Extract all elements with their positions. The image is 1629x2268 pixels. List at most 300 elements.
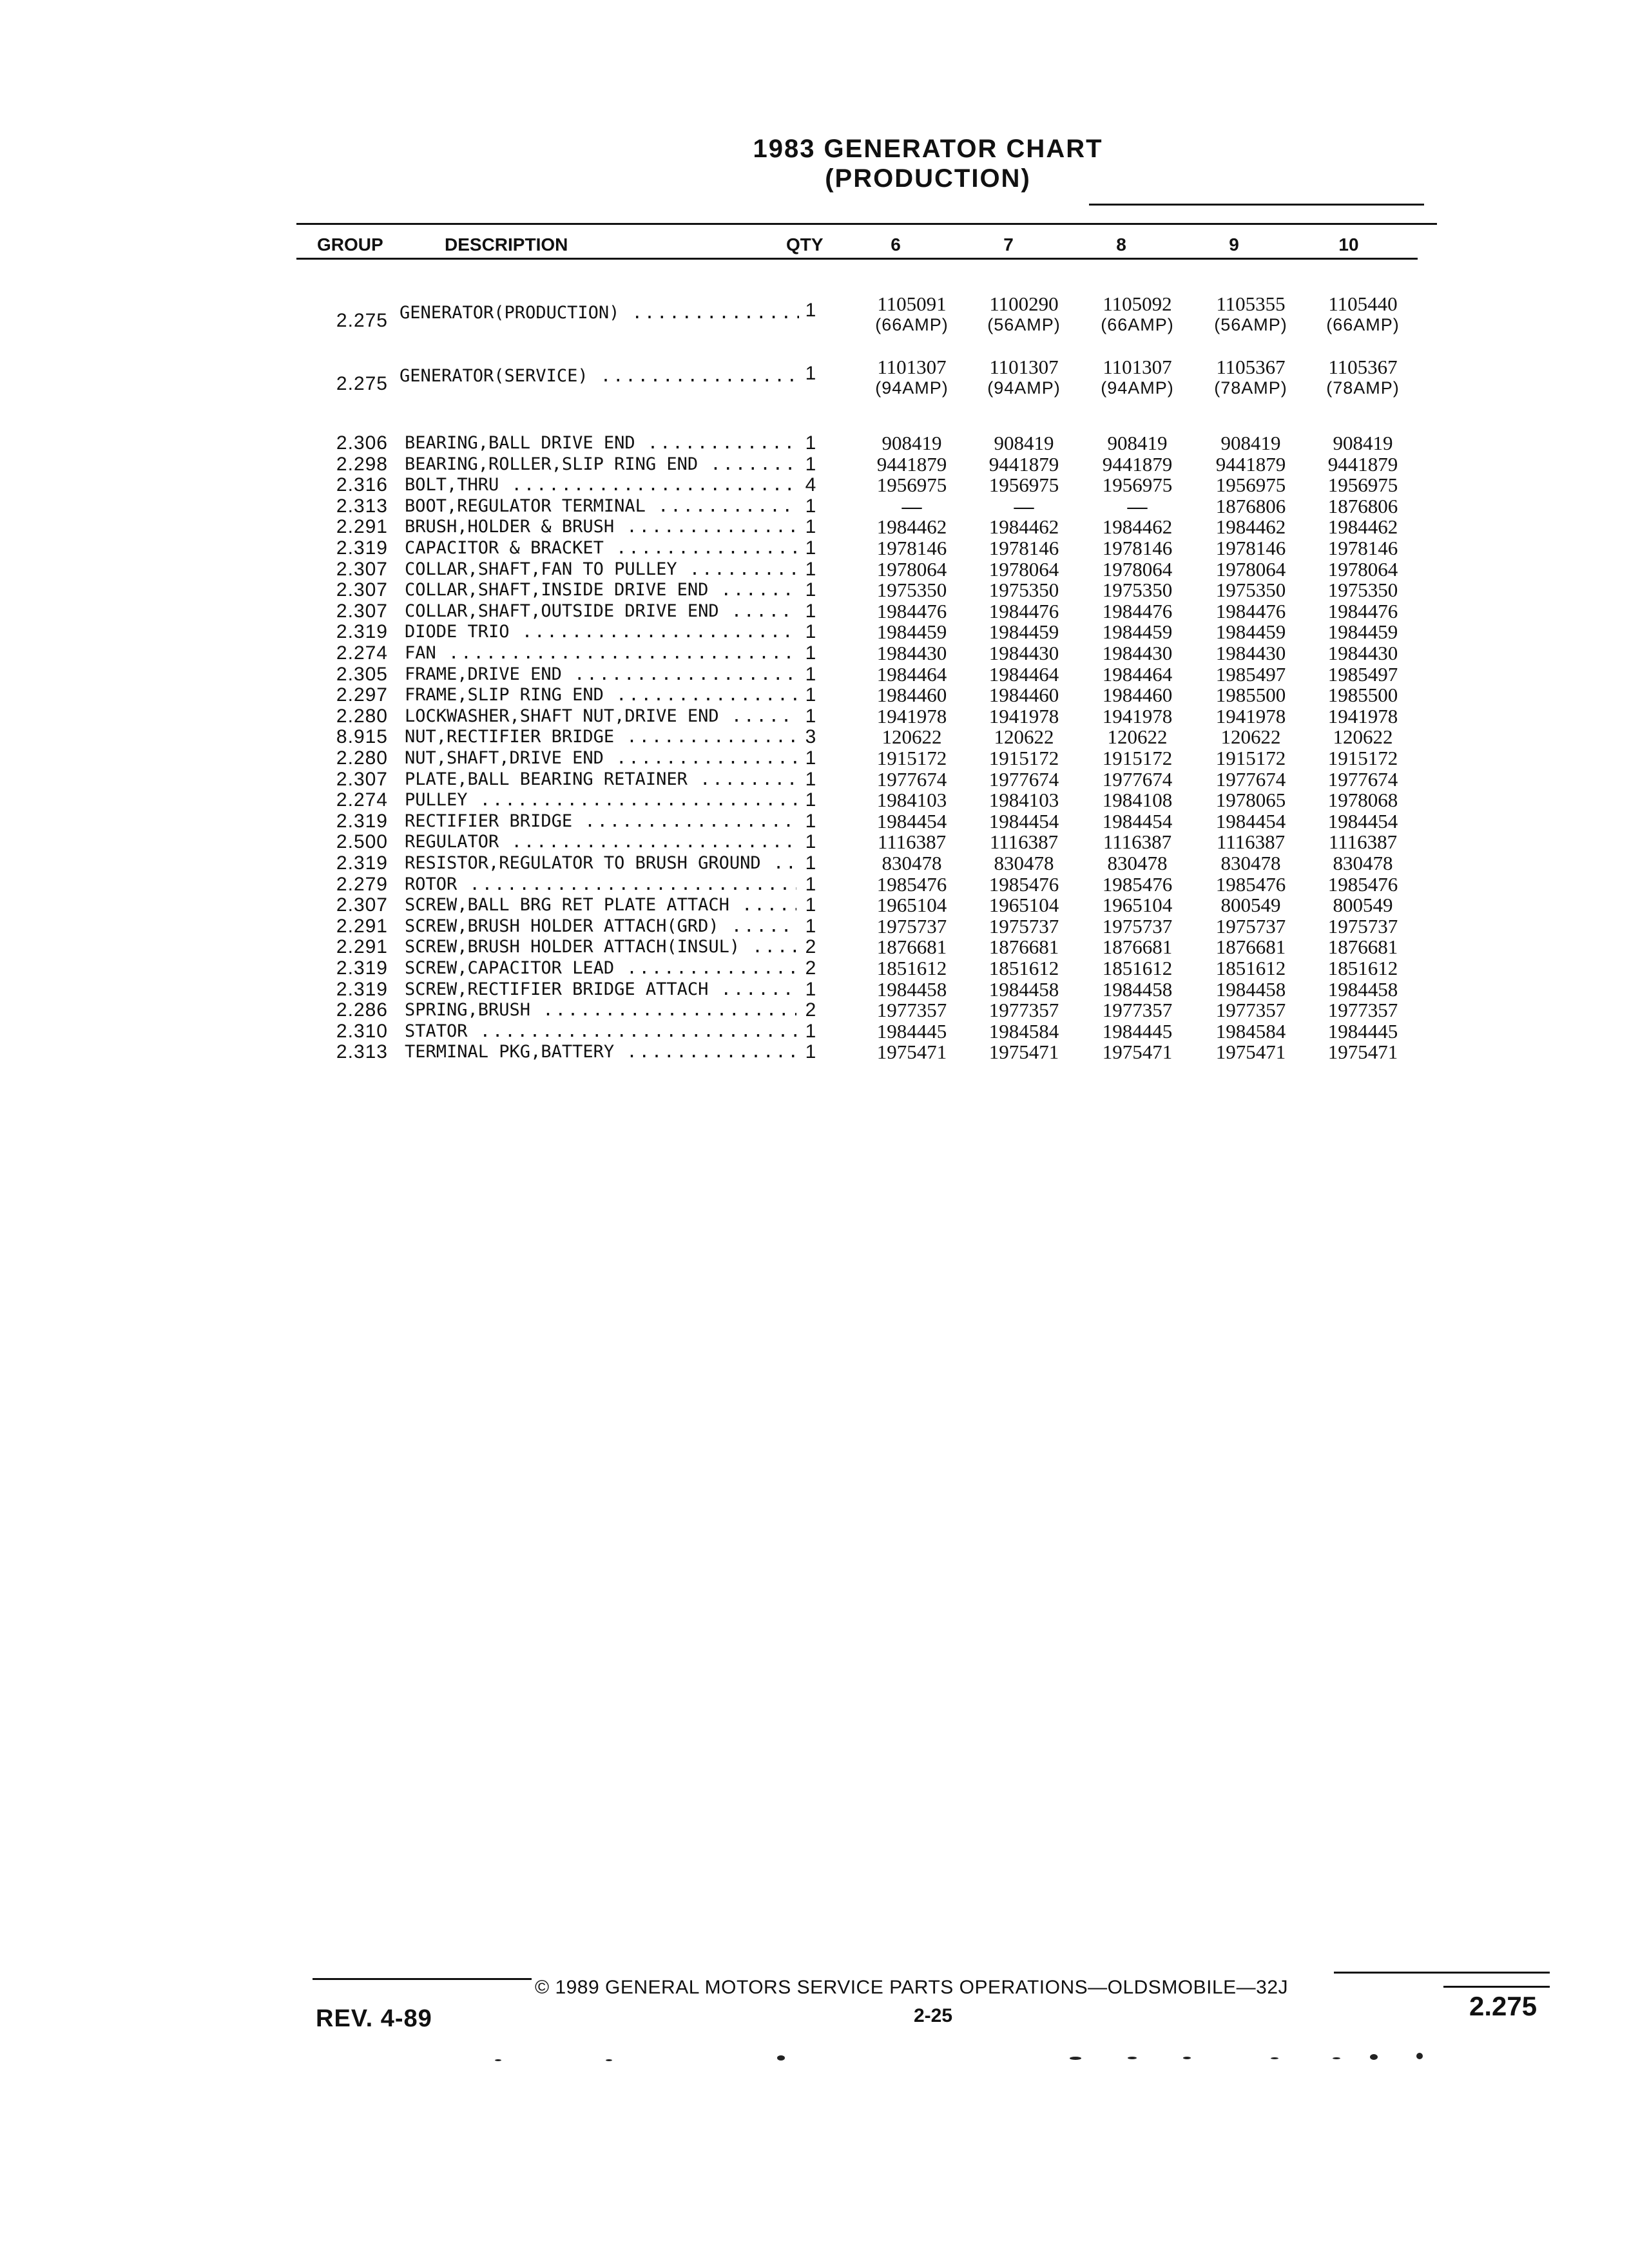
table-row: [0, 979, 1629, 1000]
part-number-c6: 1101307: [877, 356, 947, 378]
part-number-c7: 1977674: [988, 767, 1059, 791]
part-number-c9: 1876806: [1215, 494, 1286, 517]
part-number-c6: 120622: [882, 726, 942, 749]
quantity: 1: [805, 621, 816, 643]
part-number-c8: 1978064: [1102, 557, 1173, 581]
generator-row: [0, 356, 1629, 398]
part-number-c8: 1984454: [1102, 809, 1173, 832]
part-description: SCREW,BRUSH HOLDER ATTACH(GRD) .....: [405, 916, 796, 937]
table-row: [0, 622, 1629, 642]
group-number: 2.307: [336, 768, 388, 790]
part-number-c6: —: [901, 494, 922, 517]
part-number-c9: 1975471: [1215, 1041, 1286, 1064]
part-number-c6: 1975737: [876, 914, 947, 937]
group-number: 2.319: [336, 621, 388, 643]
part-number-c8: 1977674: [1102, 767, 1173, 791]
quantity: 1: [805, 558, 816, 580]
part-number-c9: 1978065: [1215, 789, 1286, 812]
part-number-c10: 830478: [1333, 852, 1393, 874]
amp-rating-c7: (94AMP): [987, 378, 1061, 398]
part-number-c7: 1941978: [988, 704, 1059, 727]
part-number-c6: 1977674: [876, 767, 947, 791]
part-number-c9: 830478: [1220, 852, 1281, 874]
table-row: [0, 832, 1629, 852]
part-number-c8: 1984462: [1102, 515, 1173, 539]
part-description: STATOR .....: [405, 1021, 796, 1042]
table-row: [0, 1021, 1629, 1042]
group-number: 2.319: [336, 537, 388, 559]
part-number-c7: 1956975: [988, 474, 1059, 497]
part-description: COLLAR,SHAFT,INSIDE DRIVE END .....: [405, 580, 796, 601]
group-number: 2.279: [336, 873, 388, 895]
part-number-c9: 1985500: [1215, 684, 1286, 707]
part-number-c8: 1984445: [1102, 1019, 1173, 1043]
group-number: 2.307: [336, 579, 388, 601]
part-description: RECTIFIER BRIDGE .....: [405, 811, 796, 832]
part-description: SCREW,BALL BRG RET PLATE ATTACH .....: [405, 895, 796, 916]
part-number-c9: 1984462: [1215, 515, 1286, 539]
footer-rule-left: [313, 1978, 532, 1980]
part-number-c6: 1984430: [876, 642, 947, 664]
table-row: [0, 601, 1629, 622]
table-row: [0, 643, 1629, 664]
part-number-c6: 1975471: [876, 1041, 947, 1064]
group-number: 2.313: [336, 1041, 388, 1063]
part-number-c8: —: [1127, 494, 1148, 517]
part-number-c10: 1978064: [1327, 557, 1398, 581]
part-number-c8: 1956975: [1102, 474, 1173, 497]
part-number-c8: 1978146: [1102, 537, 1173, 559]
part-number-c7: 1965104: [988, 894, 1059, 917]
part-number-c7: 1977357: [988, 999, 1059, 1022]
table-row: [0, 433, 1629, 454]
part-number-c10: 1984430: [1327, 642, 1398, 664]
quantity: 1: [805, 831, 816, 853]
quantity: 3: [805, 726, 816, 748]
part-number-c10: 1984458: [1327, 977, 1398, 1001]
part-description: CAPACITOR & BRACKET .....: [405, 538, 796, 559]
part-number-c7: 1915172: [988, 747, 1059, 769]
header-col-10: 10: [1338, 235, 1359, 255]
part-number-c6: 1984458: [876, 977, 947, 1001]
table-row: [0, 1000, 1629, 1021]
amp-rating-c10: (66AMP): [1326, 315, 1400, 334]
part-number-c8: 1984476: [1102, 599, 1173, 622]
part-number-c10: 1876806: [1327, 494, 1398, 517]
part-description: BOLT,THRU .....: [405, 475, 796, 495]
part-number-c8: 1985476: [1102, 872, 1173, 896]
group-number: 2.306: [336, 432, 388, 454]
part-number-c9: 1984458: [1215, 977, 1286, 1001]
table-row: [0, 454, 1629, 475]
group-number: 2.319: [336, 810, 388, 832]
group-number: 2.316: [336, 474, 388, 496]
header-col-9: 9: [1229, 235, 1239, 255]
group-number: 2.275: [336, 373, 388, 394]
quantity: 1: [805, 537, 816, 559]
group-number: 2.275: [336, 310, 388, 331]
part-number-c8: 1975350: [1102, 579, 1173, 602]
part-number-c8: 1975471: [1102, 1041, 1173, 1064]
part-number-c10: 1105367: [1328, 356, 1398, 378]
part-number-c6: 1965104: [876, 894, 947, 917]
quantity: 2: [805, 999, 816, 1021]
part-number-c9: 1116387: [1216, 831, 1286, 854]
table-row: [0, 580, 1629, 601]
table-row: [0, 748, 1629, 769]
part-number-c7: 1984584: [988, 1019, 1059, 1043]
part-number-c7: 1116387: [989, 831, 1059, 854]
part-description: BEARING,BALL DRIVE END .....: [405, 433, 796, 454]
part-description: FRAME,DRIVE END .....: [405, 664, 796, 685]
part-number-c9: 1876681: [1215, 936, 1286, 959]
part-number-c10: 1984462: [1327, 515, 1398, 539]
quantity: 1: [805, 579, 816, 601]
copyright-text: © 1989 GENERAL MOTORS SERVICE PARTS OPERATIONS—OLDSMOBILE—32J: [535, 1977, 1289, 1998]
table-row: [0, 811, 1629, 832]
part-number-c6: 1851612: [876, 957, 947, 979]
amp-rating-c9: (56AMP): [1214, 315, 1287, 334]
quantity: 1: [805, 432, 816, 454]
group-number: 8.915: [336, 726, 388, 748]
table-row: [0, 895, 1629, 916]
group-number: 2.305: [336, 663, 388, 685]
part-description: BOOT,REGULATOR TERMINAL .....: [405, 496, 796, 517]
quantity: 2: [805, 957, 816, 979]
part-number-c10: 1975737: [1327, 914, 1398, 937]
part-number-c10: 1978068: [1327, 789, 1398, 812]
quantity: 4: [805, 474, 816, 496]
part-number-c6: 1116387: [877, 831, 947, 854]
part-number-c9: 1975737: [1215, 914, 1286, 937]
part-number-c8: 9441879: [1102, 452, 1173, 476]
part-number-c7: 1984460: [988, 684, 1059, 707]
part-description: PLATE,BALL BEARING RETAINER .....: [405, 769, 796, 790]
quantity: 1: [805, 978, 816, 1000]
part-description: LOCKWASHER,SHAFT NUT,DRIVE END .....: [405, 706, 796, 727]
part-number-c7: 1984458: [988, 977, 1059, 1001]
part-number-c10: 1984454: [1327, 809, 1398, 832]
header-col-6: 6: [891, 235, 901, 255]
part-number-c9: 1984584: [1215, 1019, 1286, 1043]
part-number-c7: 1984454: [988, 809, 1059, 832]
part-description: NUT,RECTIFIER BRIDGE .....: [405, 727, 796, 747]
part-number-c9: 1941978: [1215, 704, 1286, 727]
table-row: [0, 853, 1629, 874]
part-description: FRAME,SLIP RING END .....: [405, 685, 796, 706]
group-number: 2.274: [336, 642, 388, 664]
part-number-c10: 1985476: [1327, 872, 1398, 896]
quantity: 1: [805, 300, 816, 321]
part-description: RESISTOR,REGULATOR TO BRUSH GROUND .....: [405, 853, 796, 874]
part-number-c10: 1977357: [1327, 999, 1398, 1022]
part-number-c6: 1984454: [876, 809, 947, 832]
group-number: 2.307: [336, 894, 388, 916]
group-number: 2.291: [336, 915, 388, 937]
part-number-c8: 1876681: [1102, 936, 1173, 959]
part-number-c6: 1985476: [876, 872, 947, 896]
part-number-c7: 1984476: [988, 599, 1059, 622]
group-number: 2.313: [336, 495, 388, 517]
group-number: 2.307: [336, 600, 388, 622]
group-number: 2.500: [336, 831, 388, 853]
table-row: [0, 790, 1629, 811]
part-number-c6: 1956975: [876, 474, 947, 497]
amp-rating-c7: (56AMP): [987, 315, 1061, 334]
part-number-c10: 1941978: [1327, 704, 1398, 727]
part-number-c7: 1975350: [988, 579, 1059, 602]
part-number-c10: 1977674: [1327, 767, 1398, 791]
table-row: [0, 769, 1629, 790]
group-number: 2.319: [336, 852, 388, 874]
part-number-c6: 9441879: [876, 452, 947, 476]
quantity: 1: [805, 747, 816, 769]
table-row: [0, 874, 1629, 895]
group-number: 2.274: [336, 789, 388, 811]
amp-rating-c8: (94AMP): [1101, 378, 1174, 398]
part-number-c8: 1984458: [1102, 977, 1173, 1001]
part-description: SCREW,BRUSH HOLDER ATTACH(INSUL) .....: [405, 937, 796, 957]
part-number-c8: 1984460: [1102, 684, 1173, 707]
part-number-c6: 1876681: [876, 936, 947, 959]
part-number-c9: 1984454: [1215, 809, 1286, 832]
amp-rating-c6: (66AMP): [875, 315, 949, 334]
part-number-c7: 1984430: [988, 642, 1059, 664]
part-number-c7: 830478: [994, 852, 1054, 874]
footer-rule-right: [1334, 1972, 1550, 1974]
part-number-c9: 1985476: [1215, 872, 1286, 896]
footer-rule-right-low: [1443, 1986, 1550, 1988]
part-description: PULLEY .....: [405, 790, 796, 811]
part-description: COLLAR,SHAFT,FAN TO PULLEY .....: [405, 559, 796, 580]
part-number-c7: 120622: [994, 726, 1054, 749]
table-row: [0, 958, 1629, 979]
part-number-c7: —: [1014, 494, 1034, 517]
part-number-c9: 9441879: [1215, 452, 1286, 476]
header-description: DESCRIPTION: [445, 235, 568, 255]
part-number-c8: 1975737: [1102, 914, 1173, 937]
part-number-c7: 1984462: [988, 515, 1059, 539]
group-number: 2.291: [336, 516, 388, 538]
part-number-c10: 1985500: [1327, 684, 1398, 707]
part-description: DIODE TRIO .....: [405, 622, 796, 642]
quantity: 2: [805, 936, 816, 958]
part-number-c9: 908419: [1220, 432, 1281, 454]
part-description: REGULATOR .....: [405, 832, 796, 852]
part-number-c6: 1984462: [876, 515, 947, 539]
part-description: GENERATOR(SERVICE) .....: [400, 366, 799, 387]
amp-rating-c8: (66AMP): [1101, 315, 1174, 334]
part-number-c9: 1984459: [1215, 620, 1286, 644]
part-number-c9: 1977674: [1215, 767, 1286, 791]
part-number-c6: 908419: [882, 432, 942, 454]
part-number-c7: 908419: [994, 432, 1054, 454]
table-row: [0, 517, 1629, 537]
quantity: 1: [805, 663, 816, 685]
part-number-c8: 1977357: [1102, 999, 1173, 1022]
part-number-c9: 1851612: [1215, 957, 1286, 979]
part-description: SCREW,RECTIFIER BRIDGE ATTACH .....: [405, 979, 796, 1000]
part-number-c8: 1101307: [1103, 356, 1172, 378]
part-number-c10: 908419: [1333, 432, 1393, 454]
part-number-c10: 1984476: [1327, 599, 1398, 622]
part-description: TERMINAL PKG,BATTERY .....: [405, 1042, 796, 1062]
part-number-c7: 1978064: [988, 557, 1059, 581]
part-number-c7: 1984464: [988, 662, 1059, 686]
part-number-c8: 1116387: [1103, 831, 1172, 854]
part-number-c8: 1984464: [1102, 662, 1173, 686]
part-number-c9: 1978146: [1215, 537, 1286, 559]
group-number: 2.310: [336, 1020, 388, 1042]
part-number-c9: 1984430: [1215, 642, 1286, 664]
part-number-c8: 908419: [1107, 432, 1168, 454]
part-number-c7: 1101307: [989, 356, 1059, 378]
part-number-c8: 1984459: [1102, 620, 1173, 644]
part-number-c6: 1977357: [876, 999, 947, 1022]
quantity: 1: [805, 516, 816, 538]
part-number-c10: 9441879: [1327, 452, 1398, 476]
part-number-c9: 1975350: [1215, 579, 1286, 602]
part-number-c9: 1984476: [1215, 599, 1286, 622]
table-row: [0, 496, 1629, 517]
amp-rating-c10: (78AMP): [1326, 378, 1400, 398]
part-number-c8: 1915172: [1102, 747, 1173, 769]
table-row: [0, 559, 1629, 580]
chart-title-line2: (PRODUCTION): [825, 164, 1031, 193]
part-number-c9: 1956975: [1215, 474, 1286, 497]
part-number-c6: 830478: [882, 852, 942, 874]
group-number: 2.280: [336, 705, 388, 727]
revision-label: REV. 4-89: [316, 2005, 432, 2032]
group-number: 2.319: [336, 978, 388, 1000]
part-number-c7: 1975471: [988, 1041, 1059, 1064]
top-rule: [296, 223, 1437, 225]
quantity: 1: [805, 768, 816, 790]
part-number-c6: 1978064: [876, 557, 947, 581]
group-number: 2.319: [336, 957, 388, 979]
table-row: [0, 727, 1629, 747]
part-number-c6: 1984460: [876, 684, 947, 707]
part-number-c7: 1985476: [988, 872, 1059, 896]
table-row: [0, 1042, 1629, 1062]
part-number-c8: 1941978: [1102, 704, 1173, 727]
part-number-c6: 1975350: [876, 579, 947, 602]
quantity: 1: [805, 684, 816, 706]
header-col-8: 8: [1116, 235, 1126, 255]
header-qty: QTY: [786, 235, 824, 255]
part-number-c9: 120622: [1220, 726, 1281, 749]
part-number-c6: 1984459: [876, 620, 947, 644]
group-number: 2.291: [336, 936, 388, 958]
table-row: [0, 916, 1629, 937]
part-description: BEARING,ROLLER,SLIP RING END .....: [405, 454, 796, 475]
part-number-c6: 1984464: [876, 662, 947, 686]
part-description: SPRING,BRUSH .....: [405, 1000, 796, 1021]
part-number-c10: 1985497: [1327, 662, 1398, 686]
generator-row: [0, 293, 1629, 334]
part-number-c6: 1941978: [876, 704, 947, 727]
part-number-c6: 1978146: [876, 537, 947, 559]
part-number-c9: 1977357: [1215, 999, 1286, 1022]
quantity: 1: [805, 642, 816, 664]
part-number-c7: 1984103: [988, 789, 1059, 812]
part-number-c8: 830478: [1107, 852, 1168, 874]
amp-rating-c6: (94AMP): [875, 378, 949, 398]
page-number: 2-25: [914, 2005, 953, 2026]
header-rule: [296, 258, 1418, 260]
table-row: [0, 685, 1629, 706]
table-row: [0, 538, 1629, 559]
part-number-c10: 1956975: [1327, 474, 1398, 497]
part-number-c10: 1915172: [1327, 747, 1398, 769]
group-number: 2.280: [336, 747, 388, 769]
part-number-c10: 1984459: [1327, 620, 1398, 644]
part-number-c10: 800549: [1333, 894, 1393, 917]
part-number-c8: 1851612: [1102, 957, 1173, 979]
amp-rating-c9: (78AMP): [1214, 378, 1287, 398]
part-description: SCREW,CAPACITOR LEAD .....: [405, 958, 796, 979]
part-number-c9: 1985497: [1215, 662, 1286, 686]
quantity: 1: [805, 789, 816, 811]
part-number-c10: 1116387: [1328, 831, 1398, 854]
top-rule-right: [1089, 204, 1424, 206]
quantity: 1: [805, 453, 816, 475]
table-row: [0, 937, 1629, 957]
quantity: 1: [805, 1020, 816, 1042]
quantity: 1: [805, 810, 816, 832]
quantity: 1: [805, 495, 816, 517]
part-number-c6: 1984103: [876, 789, 947, 812]
chart-title-line1: 1983 GENERATOR CHART: [753, 135, 1103, 163]
chart-title: [677, 134, 1179, 193]
part-number-c7: 1978146: [988, 537, 1059, 559]
part-number-c10: 1876681: [1327, 936, 1398, 959]
part-number-c8: 1965104: [1102, 894, 1173, 917]
part-description: FAN .....: [405, 643, 796, 664]
part-number-c6: 1915172: [876, 747, 947, 769]
part-number-c6: 1984445: [876, 1019, 947, 1043]
part-number-c8: 1984430: [1102, 642, 1173, 664]
part-number-c10: 1978146: [1327, 537, 1398, 559]
part-number-c7: 1876681: [988, 936, 1059, 959]
part-number-c10: 1975471: [1327, 1041, 1398, 1064]
part-description: COLLAR,SHAFT,OUTSIDE DRIVE END .....: [405, 601, 796, 622]
part-number-c8: 120622: [1107, 726, 1168, 749]
quantity: 1: [805, 873, 816, 895]
quantity: 1: [805, 600, 816, 622]
part-number-c7: 9441879: [988, 452, 1059, 476]
part-number-c9: 1105367: [1216, 356, 1286, 378]
quantity: 1: [805, 915, 816, 937]
part-description: BRUSH,HOLDER & BRUSH .....: [405, 517, 796, 537]
part-number-c7: 1851612: [988, 957, 1059, 979]
part-number-c9: 1978064: [1215, 557, 1286, 581]
quantity: 1: [805, 705, 816, 727]
group-number: 2.298: [336, 453, 388, 475]
part-description: GENERATOR(PRODUCTION) .....: [400, 303, 799, 323]
quantity: 1: [805, 1041, 816, 1063]
part-number-c10: 120622: [1333, 726, 1393, 749]
table-row: [0, 664, 1629, 685]
part-number-c10: 1984445: [1327, 1019, 1398, 1043]
part-number-c9: 800549: [1220, 894, 1281, 917]
section-number: 2.275: [1469, 1991, 1537, 2021]
part-number-c9: 1915172: [1215, 747, 1286, 769]
quantity: 1: [805, 894, 816, 916]
quantity: 1: [805, 852, 816, 874]
part-description: NUT,SHAFT,DRIVE END .....: [405, 748, 796, 769]
table-row: [0, 475, 1629, 495]
